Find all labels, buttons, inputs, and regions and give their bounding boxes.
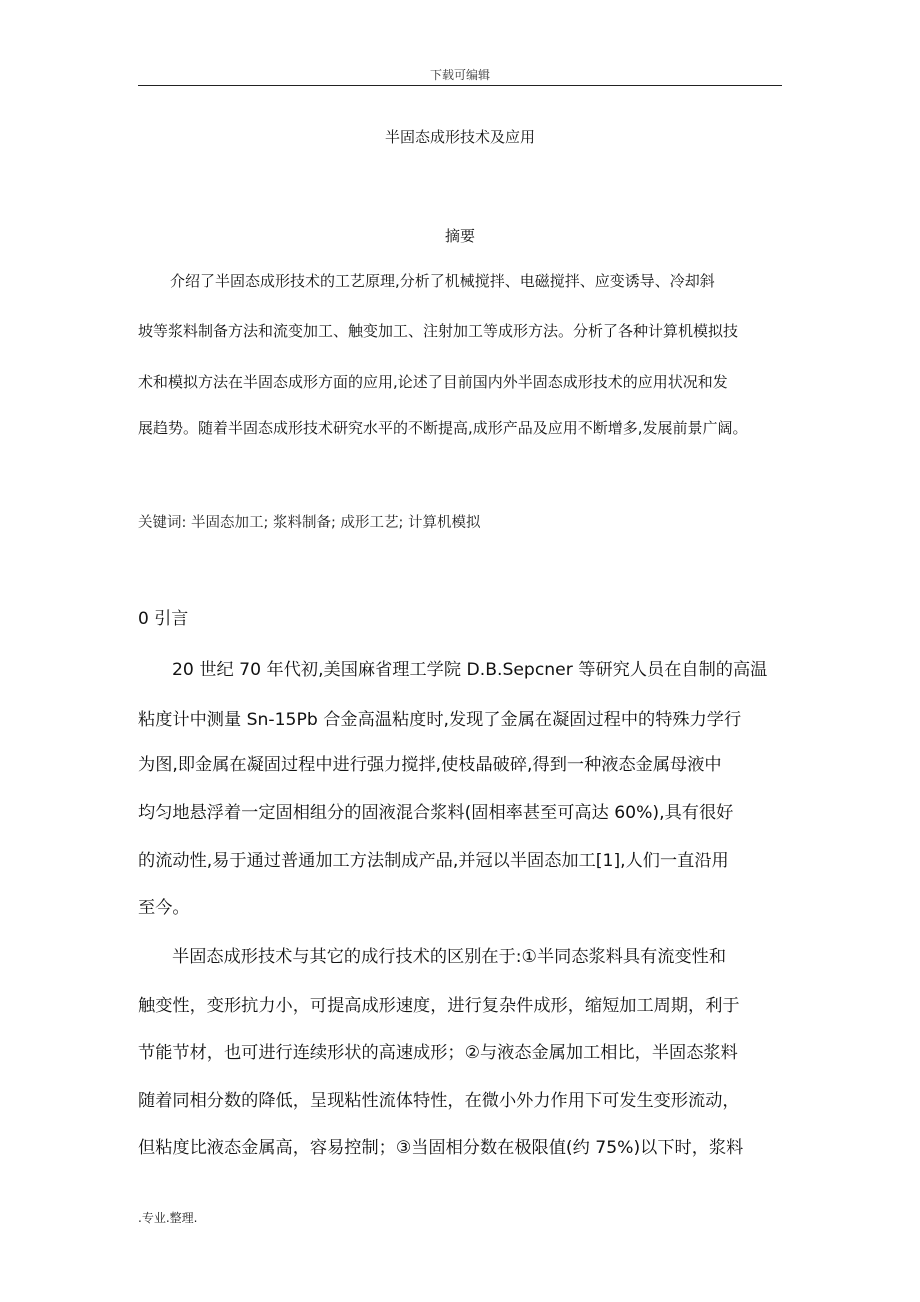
abstract-line: 展趋势。随着半固态成形技术研究水平的不断提高,成形产品及应用不断增多,发展前景广阔。 xyxy=(138,419,748,437)
paragraph-line: 随着同相分数的降低，呈现粘性流体特性，在微小外力作用下可发生变形流动， xyxy=(138,1091,740,1111)
header-divider xyxy=(138,85,782,86)
paragraph-line: 半固态成形技术与其它的成行技术的区别在于:①半同态浆料具有流变性和 xyxy=(172,947,727,967)
abstract-line: 介绍了半固态成形技术的工艺原理,分析了机械搅拌、电磁搅拌、应变诱导、冷却斜 xyxy=(170,272,715,290)
paragraph-line: 但粘度比液态金属高，容易控制；③当固相分数在极限值(约 75%)以下时，浆料 xyxy=(138,1138,744,1158)
section-heading-introduction: 0 引言 xyxy=(138,609,189,629)
paragraph-line: 粘度计中测量 Sn-15Pb 合金高温粘度时,发现了金属在凝固过程中的特殊力学行 xyxy=(138,710,742,730)
paragraph-line: 为图,即金属在凝固过程中进行强力搅拌,使枝晶破碎,得到一种液态金属母液中 xyxy=(138,755,722,775)
paragraph-line: 至今。 xyxy=(138,898,190,918)
paragraph-line: 20 世纪 70 年代初,美国麻省理工学院 D.B.Sepcner 等研究人员在自制的高温 xyxy=(172,660,768,680)
keywords: 关键词: 半固态加工; 浆料制备; 成形工艺; 计算机模拟 xyxy=(138,515,481,531)
paragraph-line: 均匀地悬浮着一定固相组分的固液混合浆料(固相率甚至可高达 60%),具有很好 xyxy=(138,803,734,823)
document-title: 半固态成形技术及应用 xyxy=(384,128,535,146)
paragraph-line: 节能节材，也可进行连续形状的高速成形；②与液态金属加工相比，半固态浆料 xyxy=(138,1043,738,1063)
paragraph-line: 的流动性,易于通过普通加工方法制成产品,并冠以半固态加工[1],人们一直沿用 xyxy=(138,851,729,871)
abstract-line: 坡等浆料制备方法和流变加工、触变加工、注射加工等成形方法。分析了各种计算机模拟技 xyxy=(138,322,739,340)
page-footer-text: .专业.整理. xyxy=(138,1211,198,1225)
page-header-text: 下载可编辑 xyxy=(429,68,490,82)
abstract-line: 术和模拟方法在半固态成形方面的应用,论述了目前国内外半固态成形技术的应用状况和发 xyxy=(138,373,728,391)
abstract-heading: 摘要 xyxy=(444,227,475,245)
paragraph-line: 触变性，变形抗力小，可提高成形速度，进行复杂件成形，缩短加工周期，利于 xyxy=(138,996,740,1016)
